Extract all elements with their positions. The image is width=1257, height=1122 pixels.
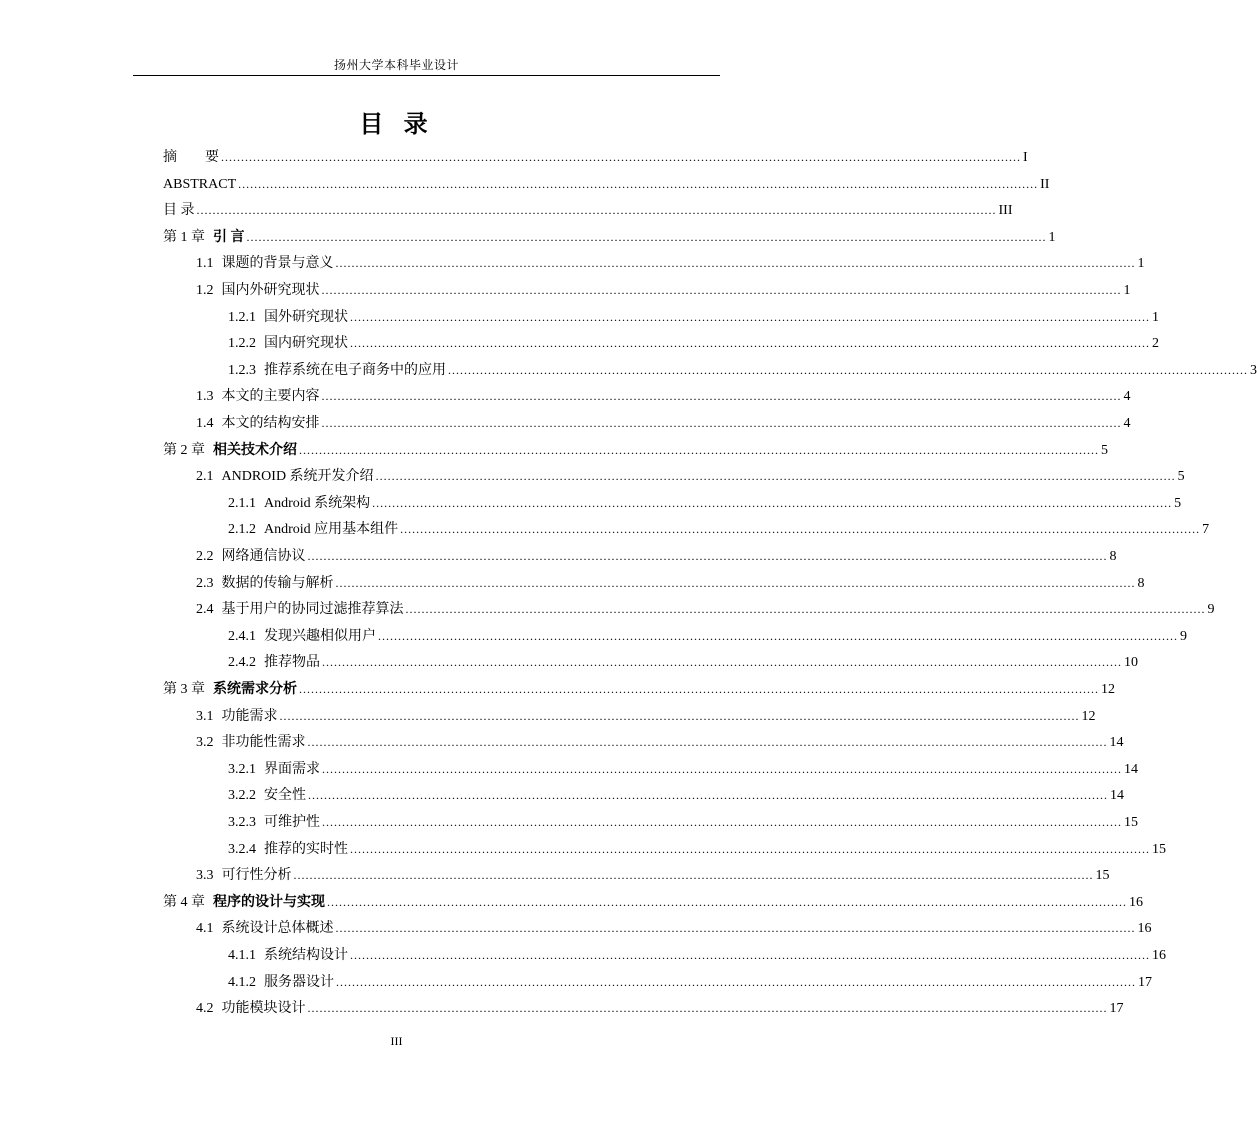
toc-entry-page: 14 xyxy=(1124,761,1138,777)
toc-entry-page: 1 xyxy=(1123,283,1131,298)
toc-entry-page: 17 xyxy=(1109,1001,1124,1017)
toc-entry-label: 发现兴趣相似用户 xyxy=(264,628,376,644)
toc-entry-number: 2.1.2 xyxy=(228,522,256,538)
toc-entry-number: 1.2.2 xyxy=(228,336,256,352)
toc-dot-leader: ........................................................................................................................................................................................................ xyxy=(322,761,1122,776)
toc-entry-page: 16 xyxy=(1129,894,1143,910)
toc-entry[interactable] xyxy=(163,144,1028,170)
running-header: 扬州大学本科毕业设计 xyxy=(333,58,459,72)
toc-entry[interactable] xyxy=(163,437,1108,463)
toc-dot-leader: ........................................................................................................................................................................................................ xyxy=(327,894,1127,909)
toc-entry[interactable] xyxy=(228,623,1187,649)
toc-entry-label: 本文的结构安排 xyxy=(221,416,320,431)
toc-entry-page: 15 xyxy=(1124,815,1138,830)
toc-entry-number: 1.2 xyxy=(196,283,214,298)
toc-entry[interactable] xyxy=(196,463,1185,489)
toc-entry-page: I xyxy=(1023,150,1028,165)
toc-dot-leader: ........................................................................................................................................................................................................ xyxy=(308,788,1108,803)
toc-entry[interactable] xyxy=(228,942,1166,968)
toc-entry-number: 3.3 xyxy=(196,868,214,884)
toc-entry-label: ANDROID 系统开发介绍 xyxy=(221,469,374,485)
toc-dot-leader: ........................................................................................................................................................................................................ xyxy=(299,442,1099,457)
toc-entry[interactable] xyxy=(228,756,1138,782)
toc-entry-number: 2.4.2 xyxy=(228,655,256,671)
toc-entry[interactable] xyxy=(196,570,1145,596)
toc-entry-label: 可行性分析 xyxy=(221,868,292,884)
toc-dot-leader: ........................................................................................................................................................................................................ xyxy=(322,655,1122,670)
toc-entry-number: 2.2 xyxy=(196,549,214,564)
toc-entry-label: 本文的主要内容 xyxy=(221,389,320,405)
toc-entry[interactable] xyxy=(228,649,1138,675)
toc-entry[interactable] xyxy=(228,357,1257,383)
toc-entry-page: 14 xyxy=(1110,788,1124,804)
toc-entry[interactable] xyxy=(196,862,1110,888)
toc-entry-label: 相关技术介绍 xyxy=(213,442,297,458)
toc-entry-number: 4.1 xyxy=(196,921,214,937)
toc-dot-leader: ........................................................................................................................................................................................................ xyxy=(238,176,1039,191)
toc-entry-page: 16 xyxy=(1152,948,1166,963)
toc-entry[interactable] xyxy=(228,969,1152,995)
header-rule xyxy=(133,75,720,76)
toc-entry[interactable] xyxy=(196,915,1152,941)
toc-entry-label: 界面需求 xyxy=(264,761,320,777)
toc-entry-page: 8 xyxy=(1137,575,1145,591)
toc-entry-page: 3 xyxy=(1250,362,1257,378)
toc-dot-leader: ........................................................................................................................................................................................................ xyxy=(221,150,1021,164)
toc-entry-page: 7 xyxy=(1202,522,1210,538)
toc-entry-number: 第 1 章 xyxy=(163,229,205,245)
toc-entry[interactable] xyxy=(163,224,1056,250)
toc-entry[interactable] xyxy=(228,809,1138,835)
toc-entry-number: 第 2 章 xyxy=(163,442,205,458)
toc-entry-page: 9 xyxy=(1207,602,1215,618)
page-number: III xyxy=(390,1034,403,1048)
toc-dot-leader: ........................................................................................................................................................................................................ xyxy=(350,948,1150,962)
toc-entry-number: 1.2.1 xyxy=(228,309,256,325)
toc-entry-page: 15 xyxy=(1152,841,1166,857)
toc-entry-label: 系统结构设计 xyxy=(264,948,348,963)
toc-entry[interactable] xyxy=(228,490,1182,516)
toc-entry-number: 2.1 xyxy=(196,469,214,485)
toc-entry-number: 3.2.3 xyxy=(228,815,256,830)
toc-dot-leader: ........................................................................................................................................................................................................ xyxy=(350,336,1150,351)
toc-entry[interactable] xyxy=(228,330,1159,356)
toc-entry-page: 14 xyxy=(1109,735,1124,751)
toc-entry-page: 4 xyxy=(1123,416,1131,431)
toc-dot-leader: ........................................................................................................................................................................................................ xyxy=(246,229,1047,244)
toc-dot-leader: ........................................................................................................................................................................................................ xyxy=(336,974,1136,989)
toc-entry-label: 服务器设计 xyxy=(264,974,334,990)
toc-entry-page: 5 xyxy=(1101,442,1108,458)
toc-entry[interactable] xyxy=(163,889,1143,915)
toc-entry-label: 推荐的实时性 xyxy=(264,841,348,857)
toc-entry-label: 功能模块设计 xyxy=(221,1001,306,1017)
toc-entry-label: Android 应用基本组件 xyxy=(264,522,399,538)
toc-entry[interactable] xyxy=(163,197,1013,223)
toc-entry-page: II xyxy=(1040,176,1050,192)
toc-entry-number: 4.2 xyxy=(196,1001,214,1017)
toc-entry-page: 15 xyxy=(1095,868,1110,884)
toc-entry-label: 推荐物品 xyxy=(264,655,320,671)
toc-dot-leader: ........................................................................................................................................................................................................ xyxy=(307,735,1108,750)
toc-entry-page: 2 xyxy=(1152,336,1159,352)
toc-dot-leader: ........................................................................................................................................................................................................ xyxy=(321,389,1122,404)
toc-entry-label: 摘 要 xyxy=(163,150,219,165)
toc-entry-label: Android 系统架构 xyxy=(264,495,371,511)
toc-dot-leader: ........................................................................................................................................................................................................ xyxy=(322,815,1122,829)
toc-entry-label: ABSTRACT xyxy=(163,176,237,192)
toc-entry-label: 引 言 xyxy=(213,229,245,245)
toc-entry-label: 可维护性 xyxy=(264,815,320,830)
toc-entry-label: 功能需求 xyxy=(221,708,278,724)
toc-dot-leader: ........................................................................................................................................................................................................ xyxy=(335,575,1136,590)
toc-entry-page: 1 xyxy=(1137,256,1145,272)
toc-entry-page: 12 xyxy=(1081,708,1096,724)
toc-dot-leader: ........................................................................................................................................................................................................ xyxy=(335,921,1136,936)
toc-dot-leader: ........................................................................................................................................................................................................ xyxy=(307,1001,1108,1016)
toc-entry-page: 8 xyxy=(1109,549,1117,564)
toc-entry-page: 10 xyxy=(1124,655,1138,671)
toc-entry-label: 目 录 xyxy=(163,203,195,219)
toc-entry-page: 9 xyxy=(1180,628,1187,644)
toc-entry[interactable] xyxy=(196,277,1131,303)
toc-entry-page: 16 xyxy=(1137,921,1152,937)
toc-entry-page: 1 xyxy=(1152,309,1159,325)
toc-entry-label: 程序的设计与实现 xyxy=(213,894,325,910)
toc-dot-leader: ........................................................................................................................................................................................................ xyxy=(299,682,1099,696)
toc-dot-leader: ........................................................................................................................................................................................................ xyxy=(448,362,1248,377)
toc-entry-page: 5 xyxy=(1174,495,1182,511)
toc-entry[interactable] xyxy=(163,676,1115,702)
toc-dot-leader: ........................................................................................................................................................................................................ xyxy=(196,203,997,218)
toc-entry-label: 课题的背景与意义 xyxy=(221,256,334,272)
toc-entry[interactable] xyxy=(196,543,1117,569)
toc-entry-label: 安全性 xyxy=(264,788,306,804)
toc-entry[interactable] xyxy=(196,596,1215,622)
toc-entry-label: 系统设计总体概述 xyxy=(221,921,334,937)
toc-entry-number: 1.4 xyxy=(196,416,214,431)
toc-entry-number: 1.2.3 xyxy=(228,362,256,378)
toc-entry-label: 非功能性需求 xyxy=(221,735,306,751)
toc-entry[interactable] xyxy=(228,516,1210,542)
toc-dot-leader: ........................................................................................................................................................................................................ xyxy=(378,628,1178,643)
toc-dot-leader: ........................................................................................................................................................................................................ xyxy=(279,708,1080,723)
toc-entry-number: 2.4.1 xyxy=(228,628,256,644)
toc-entry[interactable] xyxy=(196,703,1096,729)
toc-entry-number: 4.1.2 xyxy=(228,974,256,990)
toc-dot-leader: ........................................................................................................................................................................................................ xyxy=(307,549,1108,563)
toc-dot-leader: ........................................................................................................................................................................................................ xyxy=(400,522,1201,537)
toc-entry[interactable] xyxy=(196,250,1145,276)
toc-dot-leader: ........................................................................................................................................................................................................ xyxy=(293,868,1094,883)
toc-entry-number: 3.2 xyxy=(196,735,214,751)
toc-entry-page: 4 xyxy=(1123,389,1131,405)
toc-dot-leader: ........................................................................................................................................................................................................ xyxy=(405,602,1206,617)
toc-entry-number: 4.1.1 xyxy=(228,948,256,963)
toc-entry[interactable] xyxy=(228,304,1159,330)
toc-entry-label: 数据的传输与解析 xyxy=(221,575,334,591)
toc-entry[interactable] xyxy=(228,782,1124,808)
toc-entry-page: III xyxy=(998,203,1013,219)
page-title: 目 录 xyxy=(359,110,434,138)
toc-entry-number: 3.2.4 xyxy=(228,841,256,857)
toc-entry-page: 1 xyxy=(1048,229,1056,245)
toc-entry[interactable] xyxy=(196,410,1131,436)
toc-dot-leader: ........................................................................................................................................................................................................ xyxy=(375,469,1176,484)
toc-dot-leader: ........................................................................................................................................................................................................ xyxy=(335,256,1136,271)
toc-dot-leader: ........................................................................................................................................................................................................ xyxy=(321,416,1122,430)
toc-entry-number: 3.2.1 xyxy=(228,761,256,777)
toc-entry-number: 3.2.2 xyxy=(228,788,256,804)
toc-entry[interactable] xyxy=(196,995,1124,1021)
toc-dot-leader: ........................................................................................................................................................................................................ xyxy=(321,283,1122,297)
toc-dot-leader: ........................................................................................................................................................................................................ xyxy=(372,495,1173,510)
toc-entry[interactable] xyxy=(163,171,1050,197)
toc-dot-leader: ........................................................................................................................................................................................................ xyxy=(350,309,1150,324)
toc-entry-label: 系统需求分析 xyxy=(213,682,297,697)
toc-entry-label: 基于用户的协同过滤推荐算法 xyxy=(221,602,404,618)
toc-entry-label: 国外研究现状 xyxy=(264,309,348,325)
toc-entry-label: 国内研究现状 xyxy=(264,336,348,352)
toc-entry-page: 5 xyxy=(1177,469,1185,485)
toc-entry[interactable] xyxy=(228,836,1166,862)
toc-entry-label: 推荐系统在电子商务中的应用 xyxy=(264,362,446,378)
toc-entry[interactable] xyxy=(196,383,1131,409)
toc-entry[interactable] xyxy=(196,729,1124,755)
toc-entry-number: 第 4 章 xyxy=(163,894,205,910)
toc-entry-number: 2.4 xyxy=(196,602,214,618)
toc-entry-number: 3.1 xyxy=(196,708,214,724)
toc-entry-page: 17 xyxy=(1138,974,1152,990)
toc-entry-number: 1.3 xyxy=(196,389,214,405)
toc-entry-number: 第 3 章 xyxy=(163,682,205,697)
toc-entry-label: 网络通信协议 xyxy=(221,549,306,564)
toc-entry-page: 12 xyxy=(1101,682,1115,697)
toc-entry-label: 国内外研究现状 xyxy=(221,283,320,298)
toc-dot-leader: ........................................................................................................................................................................................................ xyxy=(350,841,1150,856)
toc-entry-number: 2.1.1 xyxy=(228,495,256,511)
toc-entry-number: 1.1 xyxy=(196,256,214,272)
toc-entry-number: 2.3 xyxy=(196,575,214,591)
